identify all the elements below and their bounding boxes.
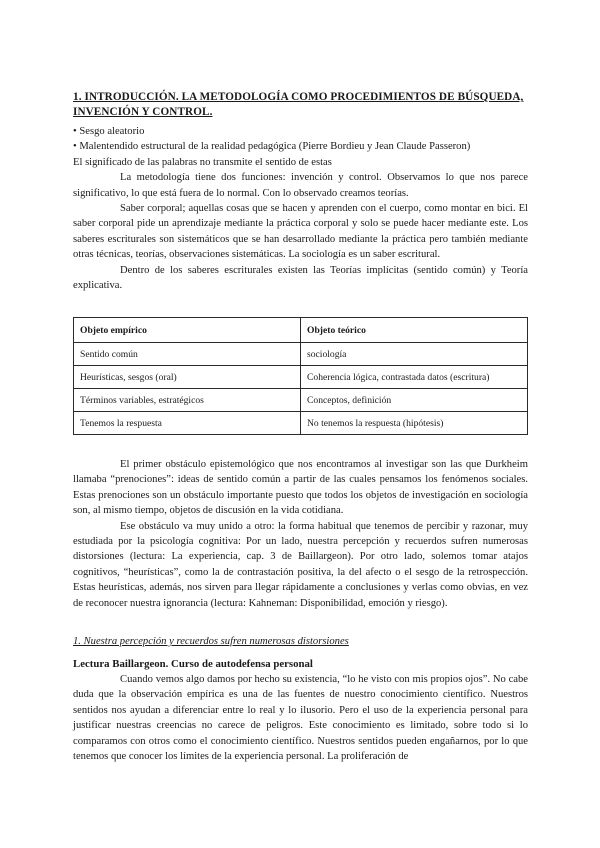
table-cell: Sentido común [74,343,301,366]
table-cell: Términos variables, estratégicos [74,389,301,412]
table-cell: sociología [301,343,528,366]
table-cell: Heurísticas, sesgos (oral) [74,366,301,389]
subsection-heading: 1. Nuestra percepción y recuerdos sufren numerosas distorsiones [73,636,349,647]
table-row [74,366,528,389]
table-cell: Coherencia lógica, contrastada datos (escritura) [301,366,528,389]
table-cell: Tenemos la respuesta [74,412,301,435]
table-row [74,343,528,366]
bullet-item: • Sesgo aleatorio [73,126,145,137]
table-header-cell: Objeto empírico [74,318,301,343]
table-cell: No tenemos la respuesta (hipótesis) [301,412,528,435]
paragraph: Cuando vemos algo damos por hecho su existencia, “lo he visto con mis propios ojos”. No cabe duda que la observación empírica es una de las fuentes de nuestro conocimiento científico. Nuestros sentidos nos ayudan a diferenciar entre lo real y lo ilusorio. Pero el uso de la experiencia personal para justificar nuestras creencias no carece de peligros. Este conocimiento es limitado, sobre todo si lo comparamos con otros como el conocimiento científico. Nuestros sentidos pueden engañarnos, por lo que tenemos que conocer los límites de la experiencia personal. La proliferación de [73,674,528,763]
paragraph: Dentro de los saberes escriturales existen las Teorías implícitas (sentido común) y Teoría explicativa. [73,264,528,292]
intro-block [73,124,528,293]
reading-title: Lectura Baillargeon. Curso de autodefensa personal [73,658,313,670]
table-cell: Conceptos, definición [301,389,528,412]
paragraph: Ese obstáculo va muy unido a otro: la forma habitual que tenemos de percibir y razonar, muy estudiada por la psicología cognitiva: Por un lado, nuestra percepción y recuerdos sufren numerosas distorsiones (lectura: La experiencia, cap. 3 de Baillargeon). Por otro lado, solemos tomar atajos cognitivos, “heurísticas”, como la de contrastación positiva, la del afecto o el sesgo de la retrospección. Estas heurísticas, además, nos sirven para llegar rápidamente a conclusiones y verlas como obvias, en vez de reconocer nuestra ignorancia (lectura: Kahneman: Disponibilidad, emoción y riesgo). [73,520,528,609]
paragraph: Saber corporal; aquellas cosas que se hacen y aprenden con el cuerpo, como montar en bici. El saber corporal pide un aprendizaje mediante la práctica corporal y solo se puede hacer mediante este. Los saberes escriturales son sistemáticos que se han desarrollado mediante la práctica pero también mediante otras técnicas, teorías, observaciones sistemáticas. La sociología es un saber escritural. [73,203,528,261]
bullet-item: • Malentendido estructural de la realidad pedagógica (Pierre Bordieu y Jean Claude Passeron) [73,141,471,153]
note-line: El significado de las palabras no transmite el sentido de estas [73,156,332,168]
body-block [73,457,528,611]
section-heading: 1. INTRODUCCIÓN. LA METODOLOGÍA COMO PROCEDIMIENTOS DE BÚSQUEDA, INVENCIÓN Y CONTROL. [73,91,524,118]
paragraph: La metodología tiene dos funciones: invención y control. Observamos lo que nos parece significativo, lo que está fuera de lo normal. Con lo observado creamos teorías. [73,172,528,199]
comparison-table [73,317,528,435]
table-header-cell: Objeto teórico [301,318,528,343]
table-row [74,412,528,435]
table-header-row [74,318,528,343]
paragraph: El primer obstáculo epistemológico que nos encontramos al investigar son las que Durkheim llamaba “prenociones”: ideas de sentido común a partir de las cuales pensamos los fenómenos sociales. Estas prenociones son un obstáculo importante puesto que todos los objetos de investigación en sociología son, al mismo tiempo, objetos de discusión en la vida cotidiana. [73,459,528,517]
table-row [74,389,528,412]
reading-block [73,672,528,764]
